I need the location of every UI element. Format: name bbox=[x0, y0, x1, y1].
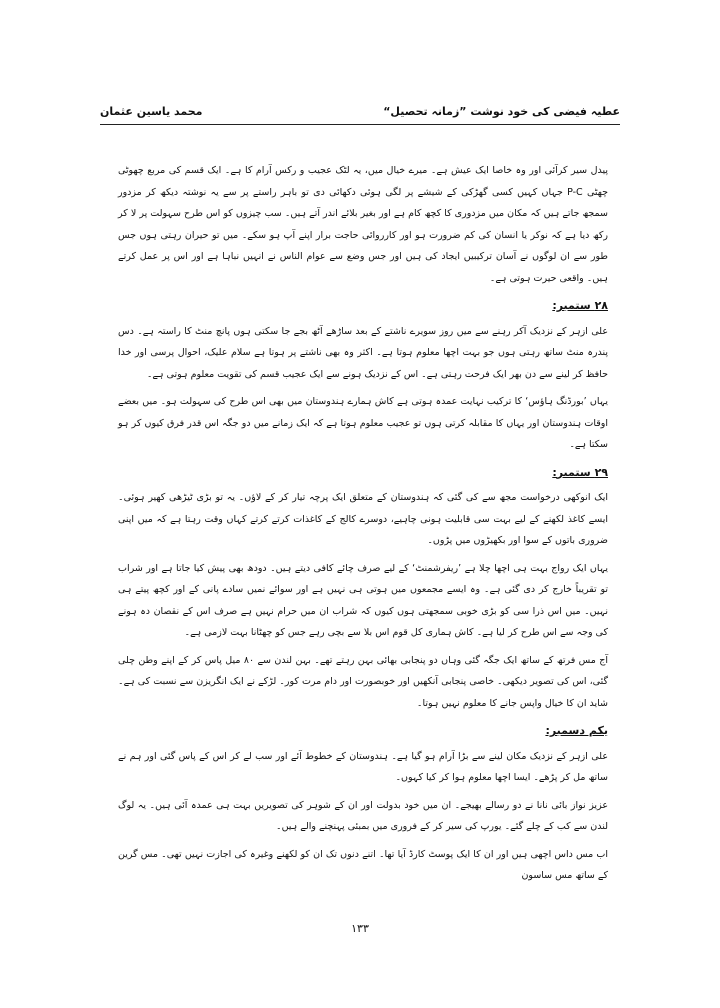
body-text bbox=[118, 160, 608, 893]
paragraph: اب مس داس اچھی ہیں اور ان کا ایک پوسٹ کارڈ آیا تھا۔ اتنے دنوں تک ان کو لکھنے وغیرہ کی اجازت نہیں تھی۔ مس گرین کے ساتھ مس ساسون bbox=[118, 848, 608, 881]
paragraph: ایک انوکھی درخواست مجھ سے کی گئی کہ ہندوستان کے متعلق ایک پرچہ تیار کر کے لاؤں۔ یہ تو بڑی ٹیڑھی کھیر ہوئی۔ ایسے کاغذ لکھنے کے لیے بہت سی قابلیت ہونی چاہیے، دوسرے کالج کے کاغذات کرتے کرتے کہاں وقت رہتا ہے کہ میں اپنی ضروری باتوں کے سوا اور بکھیڑوں میں پڑوں۔ bbox=[118, 492, 608, 546]
paragraph: علی ازہر کے نزدیک مکان لینے سے بڑا آرام ہو گیا ہے۔ ہندوستان کے خطوط آئے اور سب لے کر اس کے پاس گئی اور ہم نے ساتھ مل کر پڑھے۔ ایسا اچھا معلوم ہوا کر کیا کہوں۔ bbox=[118, 750, 608, 783]
date-heading: ۲۸ ستمبر: bbox=[552, 299, 608, 312]
paragraph: علی ازہر کے نزدیک آکر رہنے سے میں روز سویرے ناشتے کے بعد ساڑھے آٹھ بجے جا سکتی ہوں پانچ منٹ کا راستہ ہے۔ دس پندرہ منٹ ساتھ رہتی ہوں جو بہت اچھا معلوم ہوتا ہے۔ اکثر وہ بھی ناشتے پر ہوتا ہے سلام علیک، احوال پرسی اور خدا حافظ کر لینے سے دن بھر ایک فرحت رہتی ہے۔ اس کے نزدیک ہونے سے ایک عجیب قسم کی تقویت معلوم ہوتی ہے۔ bbox=[118, 325, 608, 380]
paragraph: پیدل سیر کرآئی اور وہ خاصا ایک عیش ہے۔ میرے خیال میں، یہ لٹک عجیب و رکس آرام کا ہے۔ ایک قسم کی مربع چھوٹی چھٹی P-C جہاں کہیں کسی گھڑکی کے شیشے پر لگی ہوئی دکھائی دی تو باہر راستے پر سے یہ نوشتہ دیکھ کر مزدور سمجھ جاتے ہیں کہ مکان میں مزدوری کا کچھ کام ہے اور بغیر بلائے اندر آتے ہیں۔ سب چیزوں کو اس طرح سہولت پر لا کر رکھ دیا ہے کہ نوکر یا انسان کی کم ضرورت ہو اور کارروائی حاجت برار اپنے آپ ہو سکے۔ میں تو حیران رہتی ہوں جس طور سے ان لوگوں نے آسان ترکیبیں ایجاد کی ہیں اور جس وضع سے عوام الناس نے انہیں نباہا ہے اور اس پر عمل کرتے ہیں۔ واقعی حیرت ہوتی ہے۔ bbox=[118, 165, 608, 284]
date-heading: ۲۹ ستمبر: bbox=[552, 465, 608, 479]
date-heading: یکم دسمبر: bbox=[545, 724, 608, 737]
paragraph: یہاں ایک رواج بہت ہی اچھا چلا ہے ’ریفرشمنٹ‘ کے لیے صرف چائے کافی دیتے ہیں۔ دودھ بھی پیش کیا جاتا ہے اور شراب تو تقریباً خارج کر دی گئی ہے۔ وہ ایسے مجمعوں میں ہوتی ہی نہیں ہے اور سوائے نمیں سادے پانی کے اور کچھ پیتے ہی نہیں۔ میں اس ذرا سی کو بڑی خوبی سمجھتی ہوں کیوں کہ شراب ان میں حرام نہیں ہے صرف اس کے نقصان دہ ہونے کی وجہ سے اس طرح کر لیا ہے۔ کاش ہماری کل قوم اس بلا سے بچی رہے جس کو چھٹانا بہت لازمی ہے۔ bbox=[118, 562, 608, 638]
page-number: ۱۳۳ bbox=[351, 922, 369, 935]
paragraph: یہاں ’بورڈنگ ہاؤس‘ کا ترکیب نہایت عمدہ ہوتی ہے کاش ہمارے ہندوستان میں بھی اس طرح کی سہولت ہو۔ میں بعضے اوقات ہندوستان اور یہاں کا مقابلہ کرتی ہوں تو عجیب معلوم ہوتا ہے کہ ایک زمانے میں دو جگہ اس قدر فرق کیوں کر ہو سکتا ہے۔ bbox=[118, 396, 608, 450]
running-header-title: عطیہ فیضی کی خود نوشت ”زمانہ تحصیل“ bbox=[383, 105, 620, 118]
running-header-author: محمد یاسین عثمان bbox=[100, 105, 203, 118]
paragraph: آج مس فرتھ کے ساتھ ایک جگہ گئی وہاں دو پنجابی بھائی بہن رہتے تھے۔ بہن لندن سے ۸۰ میل پاس کر کے اپنے وطن چلی گئی، اس کی تصویر دیکھی۔ خاصی پنجابی آنکھیں اور خوبصورت اور دام مرت کور۔ لڑکے نے ایک انگریزن سے نسبت کی ہے۔ شاید ان کا خیال واپس جانے کا معلوم نہیں ہوتا۔ bbox=[118, 654, 608, 709]
paragraph: عزیز نواز بائی نانا نے دو رسالے بھیجے۔ ان میں خود بدولت اور ان کے شوہر کی تصویریں بہت ہی عمدہ آئی ہیں۔ یہ لوگ لندن سے کب کے چلے گئے۔ یورپ کی سیر کر کے فروری میں بمبئی پہنچنے والے ہیں۔ bbox=[118, 799, 608, 832]
header-divider bbox=[100, 124, 620, 125]
